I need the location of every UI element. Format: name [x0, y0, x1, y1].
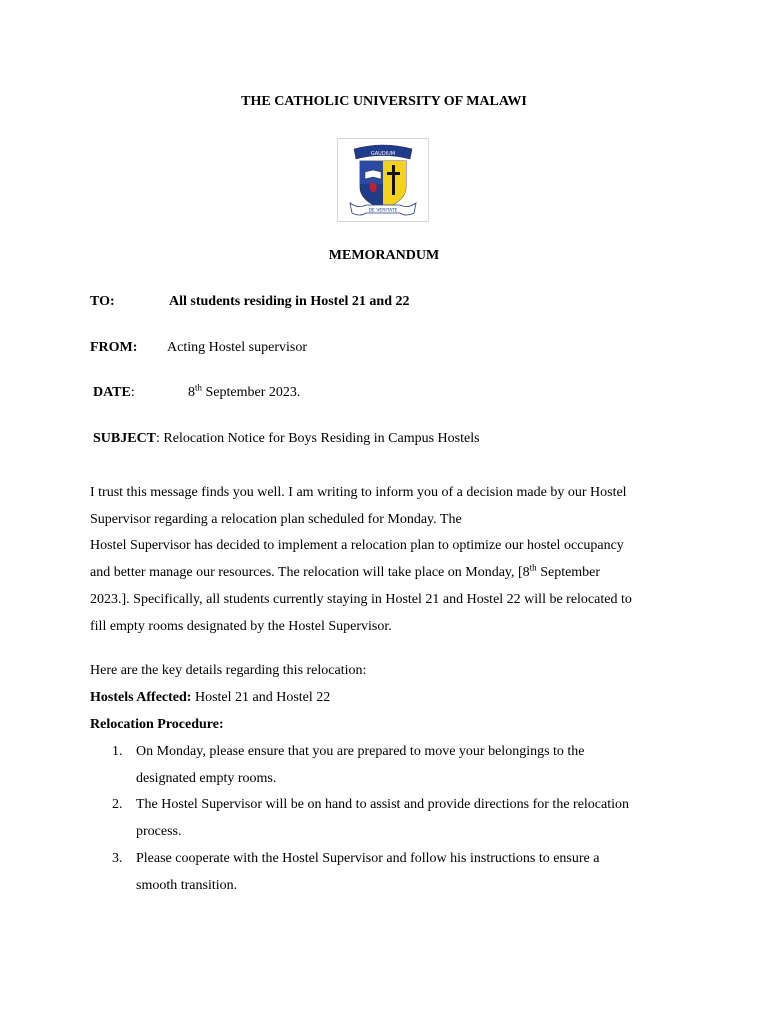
body-line-3: Hostel Supervisor has decided to implement a relocation plan to optimize our hostel occupancy: [90, 538, 624, 554]
list-item: [90, 739, 690, 792]
to-value: All students residing in Hostel 21 and 22: [169, 294, 410, 309]
hostels-affected-label: Hostels Affected:: [90, 690, 192, 705]
university-title: THE CATHOLIC UNIVERSITY OF MALAWI: [241, 94, 527, 109]
procedure-list: [90, 739, 690, 899]
body-line-4b: September: [536, 565, 601, 581]
hostels-affected: [90, 690, 330, 706]
list-item-line: On Monday, please ensure that you are prepared to move your belongings to the: [136, 744, 585, 759]
date-colon: :: [130, 385, 135, 400]
subject-value: : Relocation Notice for Boys Residing in Campus Hostels: [156, 431, 480, 446]
to-label: TO:: [90, 294, 115, 309]
body-line-4: [90, 560, 690, 587]
date-rest: September 2023.: [202, 385, 301, 400]
date-day: 8: [188, 385, 195, 400]
subject-label: SUBJECT: [93, 431, 157, 446]
body-line-1: I trust this message finds you well. I am writing to inform you of a decision made by our Hostel: [90, 485, 627, 500]
from-label: FROM:: [90, 340, 138, 355]
list-item-line: smooth transition.: [136, 877, 238, 893]
list-item: [90, 792, 690, 845]
body-line-2: Supervisor regarding a relocation plan scheduled for Monday. The: [90, 511, 462, 527]
date-label-group: [93, 385, 135, 401]
body-line-6: fill empty rooms designated by the Hostel Supervisor.: [90, 618, 392, 634]
body-line-4a: and better manage our resources. The relocation will take place on Monday, [8: [90, 565, 530, 581]
body-paragraph: [90, 480, 690, 640]
body-line-5: 2023.]. Specifically, all students currently staying in Hostel 21 and Hostel 22 will be relocated to: [90, 591, 632, 607]
memorandum-title: MEMORANDUM: [328, 248, 440, 263]
crest-icon: [338, 139, 428, 221]
university-crest-logo: [337, 138, 429, 222]
crest-motto-top: GAUDIUM: [370, 151, 396, 157]
body-line-4-ordinal: th: [529, 562, 537, 573]
date-label: DATE: [93, 385, 131, 400]
date-value: [188, 382, 301, 401]
date-ordinal: th: [195, 382, 203, 393]
list-item-line: process.: [136, 824, 182, 840]
list-item-line: Please cooperate with the Hostel Supervisor and follow his instructions to ensure a: [136, 850, 600, 866]
list-item-number: 3.: [112, 850, 123, 866]
hostels-affected-value: Hostel 21 and Hostel 22: [191, 690, 331, 705]
list-item-line: The Hostel Supervisor will be on hand to assist and provide directions for the relocation: [136, 797, 630, 813]
details-intro: Here are the key details regarding this relocation:: [90, 663, 367, 678]
list-item-number: 1.: [112, 744, 123, 759]
crest-motto-bottom: DE VERITATE: [368, 208, 398, 214]
list-item-line: designated empty rooms.: [136, 770, 277, 786]
subject-line: [93, 431, 480, 447]
list-item: [90, 846, 690, 899]
list-item-number: 2.: [112, 797, 123, 813]
procedure-label: Relocation Procedure:: [90, 717, 224, 732]
from-value: Acting Hostel supervisor: [167, 340, 307, 355]
